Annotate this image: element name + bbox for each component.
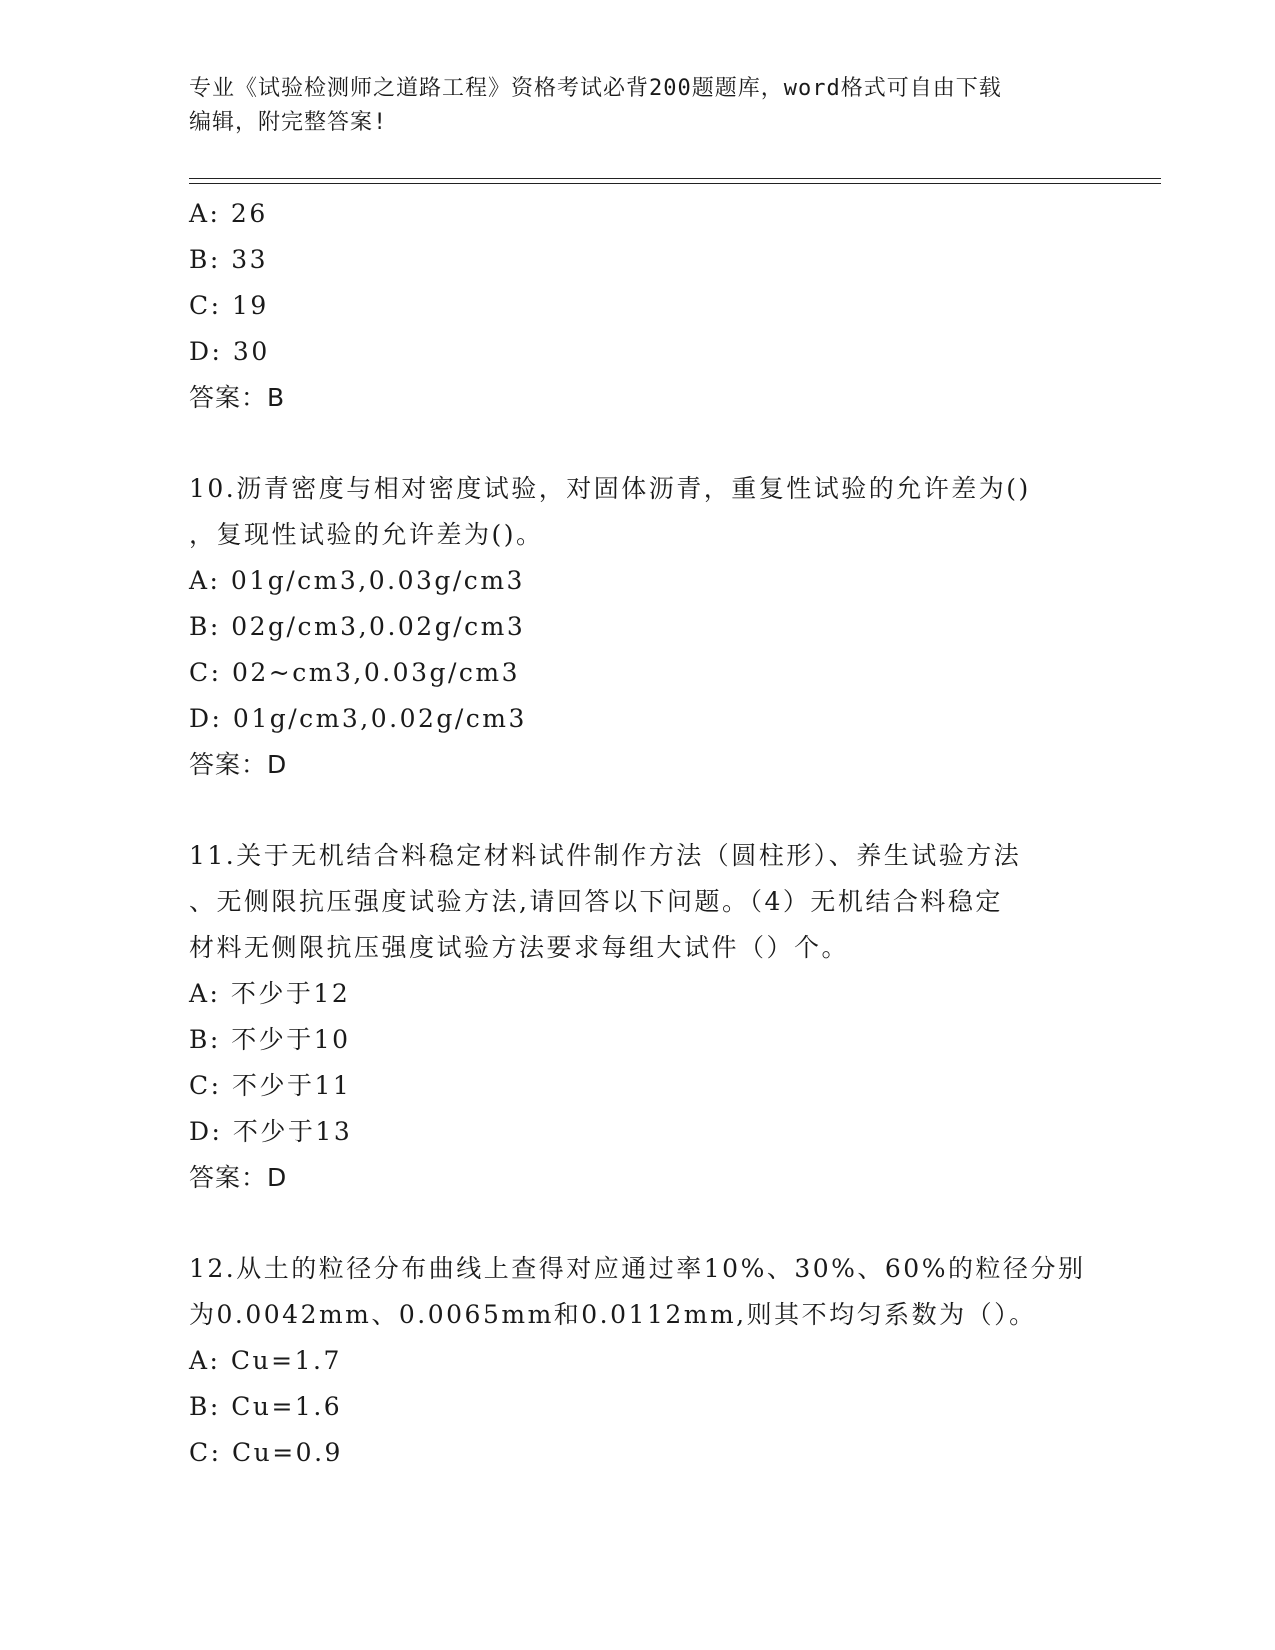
option-b: B: 33 [189,245,269,274]
answer-line: 答案：B [189,383,286,412]
option-d: D: 不少于13 [189,1117,353,1146]
option-c: C: 不少于11 [189,1071,352,1100]
question-11 [189,833,1089,1201]
question-9 [189,191,1089,421]
document-header [189,72,1089,140]
option-c: C: Cu=0.9 [189,1438,343,1467]
header-rule-top [189,178,1161,179]
question-text-line: 、无侧限抗压强度试验方法,请回答以下问题。（4）无机结合料稳定 [189,887,1003,916]
question-12 [189,1246,1089,1476]
question-text-line: 10.沥青密度与相对密度试验，对固体沥青，重复性试验的允许差为() [189,474,1031,503]
option-d: D: 01g/cm3,0.02g/cm3 [189,704,527,733]
question-text-line: 材料无侧限抗压强度试验方法要求每组大试件（）个。 [189,933,850,962]
option-d: D: 30 [189,337,270,366]
option-b: B: 02g/cm3,0.02g/cm3 [189,612,526,641]
question-text-line: 12.从土的粒径分布曲线上查得对应通过率10%、30%、60%的粒径分别 [189,1254,1086,1283]
option-a: A: 26 [189,199,268,228]
question-text-line: ，复现性试验的允许差为()。 [189,520,544,549]
header-rule-bottom [189,183,1161,184]
option-a: A: 不少于12 [189,979,351,1008]
option-c: C: 19 [189,291,269,320]
option-b: B: 不少于10 [189,1025,351,1054]
header-line-1: 专业《试验检测师之道路工程》资格考试必背200题题库，word格式可自由下载 [189,76,1002,101]
answer-line: 答案：D [189,750,288,779]
option-b: B: Cu=1.6 [189,1392,343,1421]
question-text-line: 11.关于无机结合料稳定材料试件制作方法（圆柱形）、养生试验方法 [189,841,1022,870]
option-c: C: 02~cm3,0.03g/cm3 [189,658,521,687]
question-10 [189,466,1089,788]
question-content [189,191,1089,1476]
header-line-2: 编辑，附完整答案! [189,110,388,135]
option-a: A: Cu=1.7 [189,1346,342,1375]
question-text-line: 为0.0042mm、0.0065mm和0.0112mm,则其不均匀系数为（）。 [189,1300,1037,1329]
answer-line: 答案：D [189,1163,288,1192]
option-a: A: 01g/cm3,0.03g/cm3 [189,566,525,595]
